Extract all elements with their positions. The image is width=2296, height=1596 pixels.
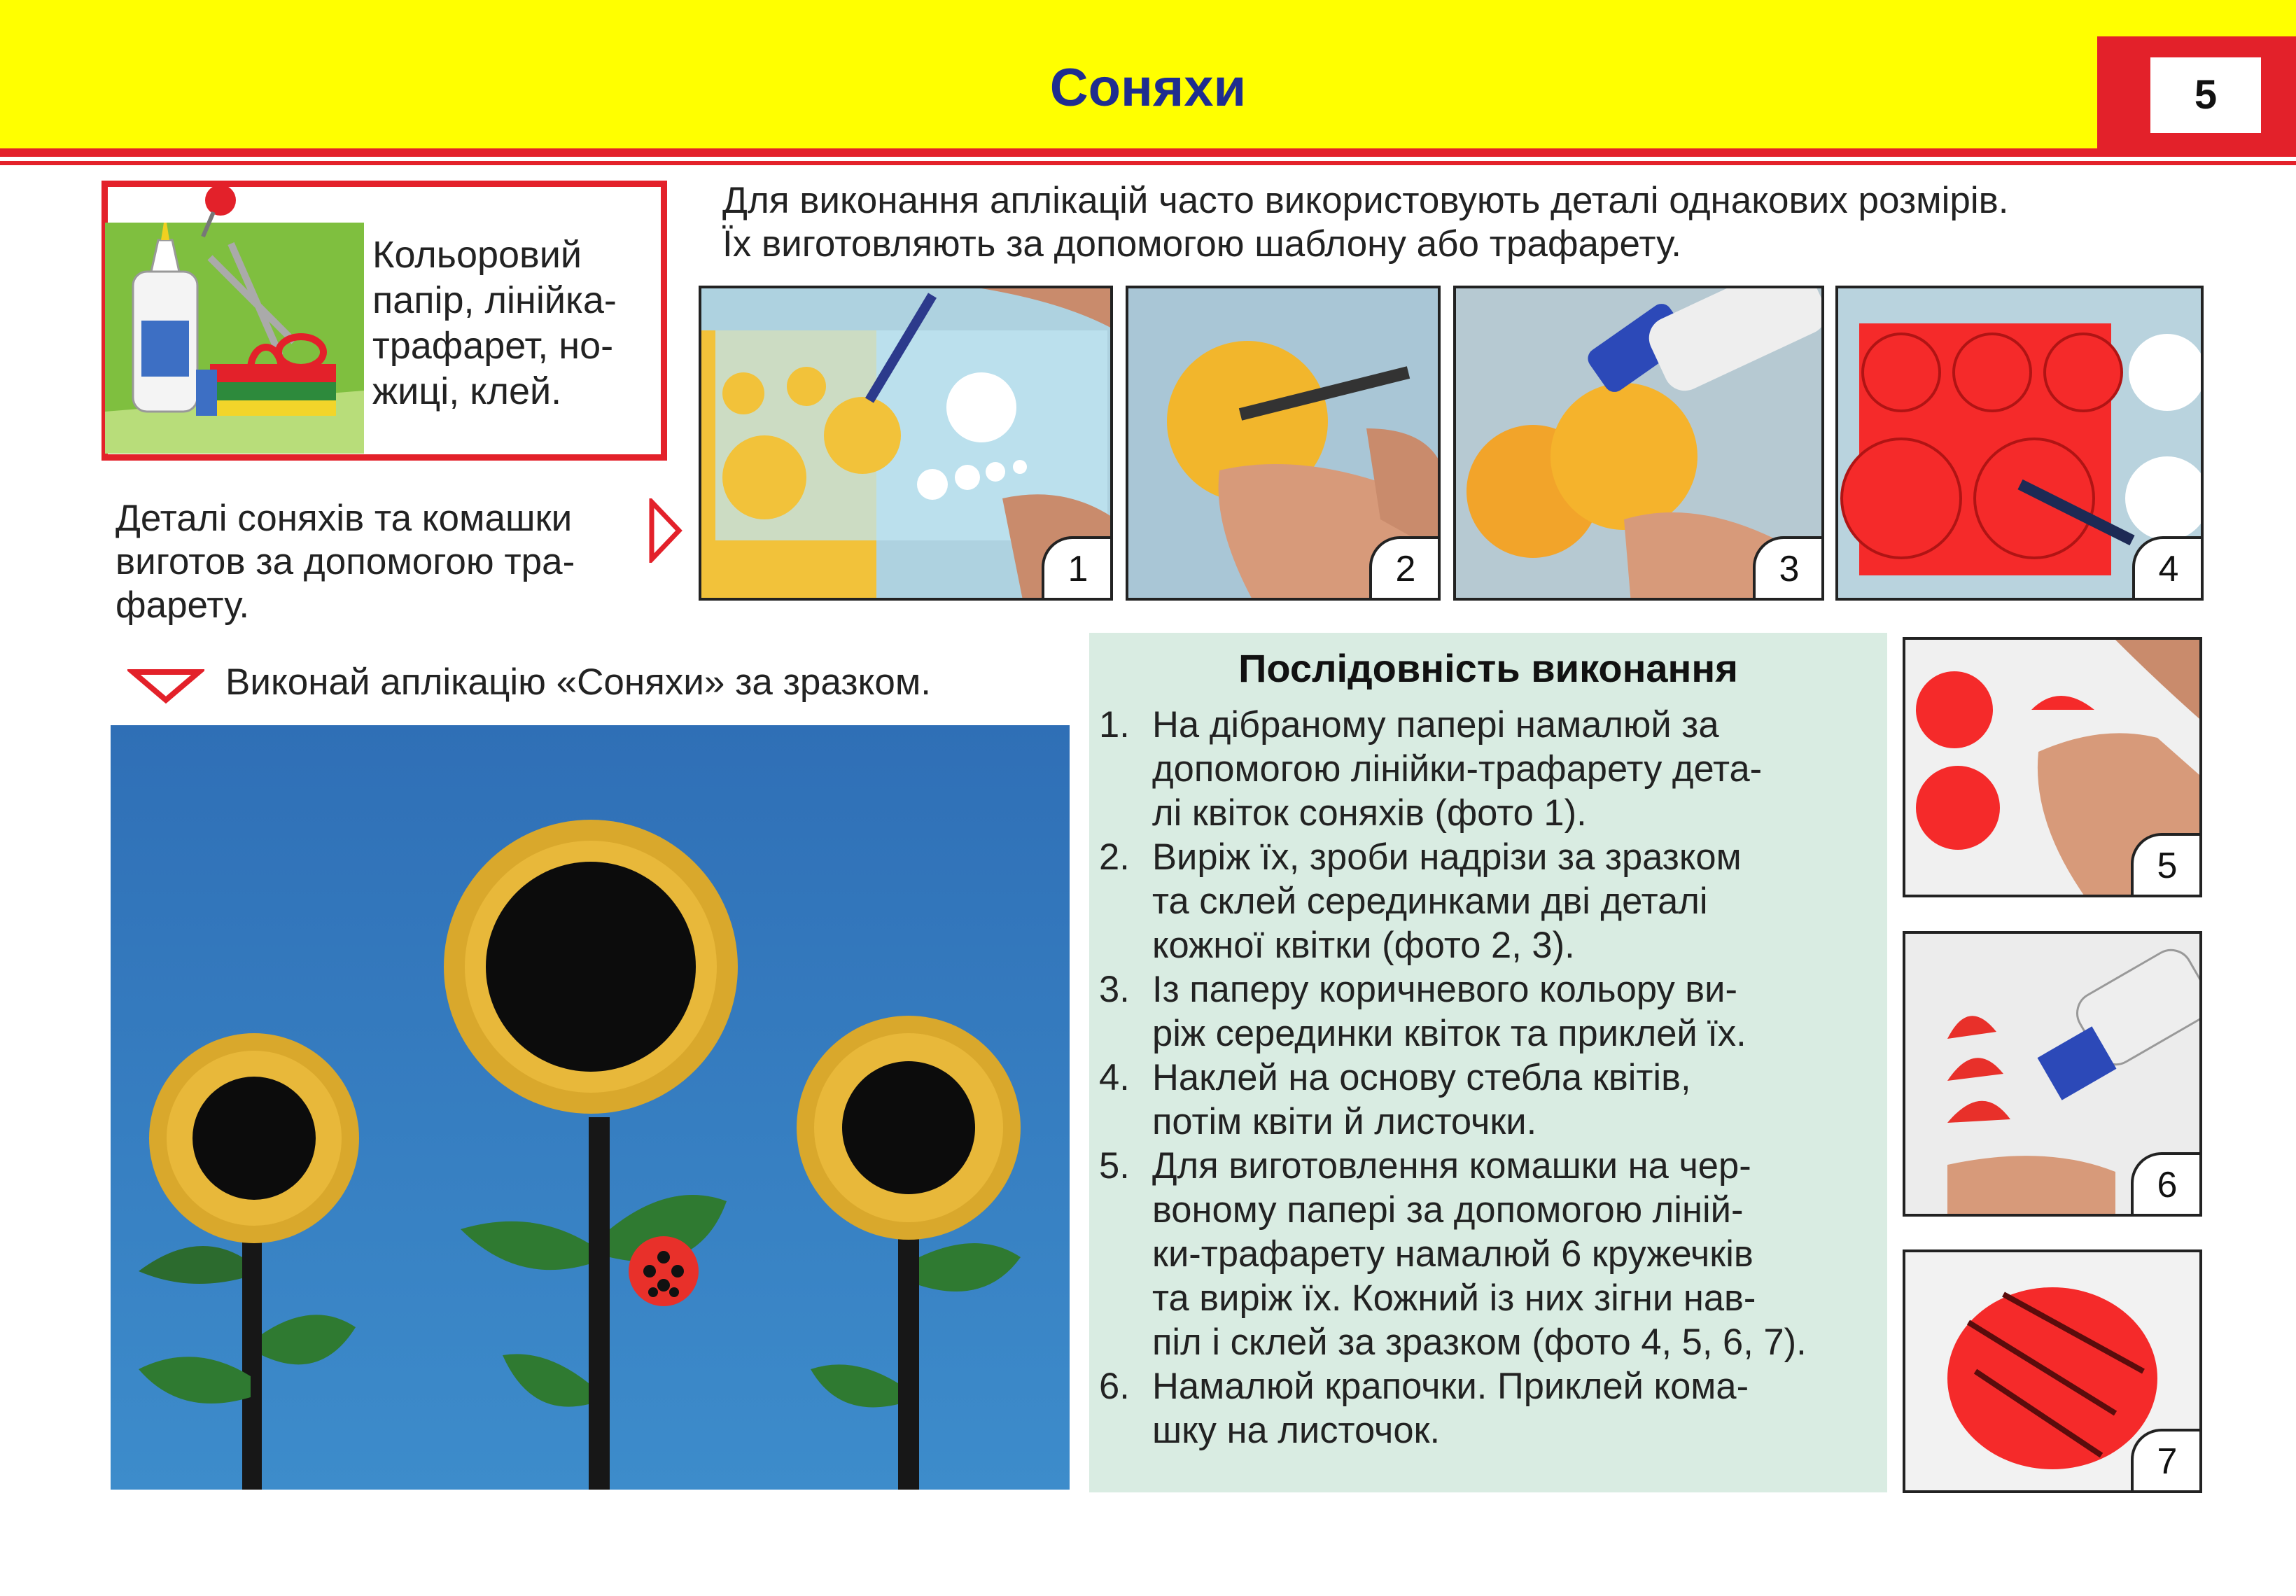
step-line: Виріж їх, зроби надрізи за зразком — [1152, 836, 1742, 878]
sunflower-applique-photo — [111, 725, 1070, 1490]
step-line: та склей серединками дві деталі — [1152, 881, 1708, 922]
step-line: ріж серединки квіток та приклей їх. — [1152, 1013, 1746, 1054]
step-line: Із паперу коричневого кольору ви- — [1152, 969, 1737, 1010]
step-number: 6. — [1099, 1366, 1130, 1407]
step-number: 4. — [1099, 1057, 1130, 1098]
intro-text — [722, 179, 2276, 266]
header-divider-thin — [0, 161, 2296, 165]
task-instruction: Виконай аплікацію «Соняхи» за зразком. — [225, 662, 931, 703]
step-item — [1099, 1144, 1883, 1364]
photo-6 — [1903, 931, 2202, 1217]
stencil-note-line: фарету. — [115, 584, 250, 626]
step-line: воному папері за допомогою ліній- — [1152, 1189, 1744, 1231]
photo-4 — [1835, 286, 2204, 601]
step-line: На дібраному папері намалюй за — [1152, 704, 1719, 746]
photo-1 — [699, 286, 1113, 601]
steps-list — [1099, 703, 1883, 1452]
step-line: Наклей на основу стебла квітів, — [1152, 1057, 1691, 1098]
page-number: 5 — [2150, 57, 2261, 133]
materials-line: Кольоровий — [372, 234, 582, 276]
steps-heading: Послідовність виконання — [1238, 646, 1738, 690]
triangle-marker-icon — [127, 666, 204, 706]
step-line: допомогою лінійки-трафарету дета- — [1152, 748, 1763, 790]
page-title: Соняхи — [1049, 58, 1247, 118]
photo-3 — [1453, 286, 1824, 601]
craft-supplies-illustration — [105, 181, 371, 457]
step-line: піл і склей за зразком (фото 4, 5, 6, 7). — [1152, 1322, 1807, 1363]
intro-line: Їх виготовляють за допомогою шаблону або трафарету. — [722, 223, 1682, 265]
materials-line: жиці, клей. — [372, 370, 562, 412]
materials-list — [372, 232, 652, 414]
step-item — [1099, 1364, 1883, 1452]
step-line: шку на листочок. — [1152, 1410, 1441, 1451]
step-line: лі квіток соняхів (фото 1). — [1152, 792, 1587, 834]
step-line: та виріж їх. Кожний із них зігни нав- — [1152, 1278, 1756, 1319]
photo-number: 3 — [1753, 536, 1824, 601]
step-line: ки-трафарету намалюй 6 кружечків — [1152, 1233, 1754, 1275]
step-item — [1099, 703, 1883, 835]
photo-number: 2 — [1369, 536, 1441, 601]
step-item — [1099, 835, 1883, 967]
step-line: Намалюй крапочки. Приклей кома- — [1152, 1366, 1749, 1407]
sunflower-applique-illustration — [111, 725, 1070, 1490]
triangle-pointer-icon — [648, 498, 683, 563]
header-divider — [0, 148, 2296, 157]
photo-number: 1 — [1042, 536, 1113, 601]
step-number: 3. — [1099, 969, 1130, 1010]
step-item — [1099, 967, 1883, 1056]
step-line: Для виготовлення комашки на чер- — [1152, 1145, 1751, 1186]
photo-number: 4 — [2132, 536, 2204, 601]
stencil-note-line: виготов за допомогою тра- — [115, 541, 575, 582]
intro-line: Для виконання аплікацій часто використовують деталі однакових розмірів. — [722, 180, 2009, 221]
photo-number: 7 — [2131, 1429, 2202, 1493]
step-number: 2. — [1099, 836, 1130, 878]
photo-7 — [1903, 1250, 2202, 1493]
stencil-note-line: Деталі соняхів та комашки — [115, 498, 573, 539]
photo-2 — [1126, 286, 1441, 601]
materials-line: папір, лінійка- — [372, 279, 617, 321]
photo-5 — [1903, 637, 2202, 897]
photo-number: 5 — [2131, 833, 2202, 897]
step-number: 5. — [1099, 1145, 1130, 1186]
step-line: кожної квітки (фото 2, 3). — [1152, 925, 1575, 966]
step-number: 1. — [1099, 704, 1130, 746]
step-line: потім квіти й листочки. — [1152, 1101, 1537, 1142]
step-item — [1099, 1056, 1883, 1144]
stencil-note — [115, 497, 648, 627]
photo-number: 6 — [2131, 1152, 2202, 1217]
materials-line: трафарет, но- — [372, 325, 614, 367]
